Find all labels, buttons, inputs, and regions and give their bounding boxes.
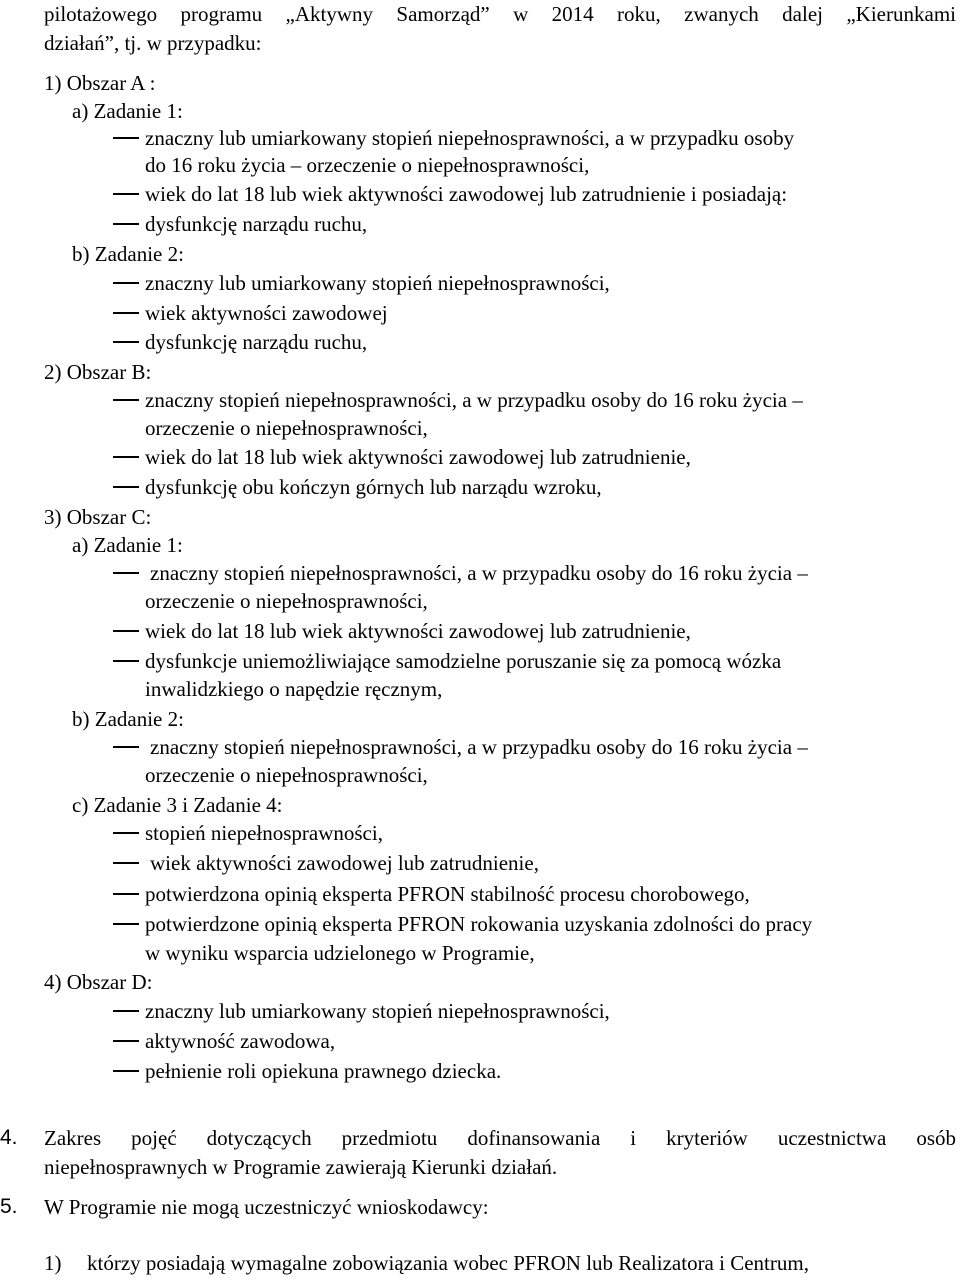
area-c-task-2-label: b) Zadanie 2:	[72, 707, 184, 731]
dash-bullet	[113, 1040, 139, 1042]
area-a-task-1-item-1-cont: do 16 roku życia – orzeczenie o niepełnosprawności,	[145, 153, 590, 177]
dash-bullet	[113, 746, 139, 748]
area-d-item-1: znaczny lub umiarkowany stopień niepełnosprawności,	[145, 999, 610, 1023]
dash-bullet	[113, 193, 139, 195]
area-c-task-1-item-3: dysfunkcje uniemożliwiające samodzielne poruszanie się za pomocą wózka	[145, 649, 782, 673]
dash-bullet	[113, 399, 139, 401]
area-c-task-34-label: c) Zadanie 3 i Zadanie 4:	[72, 793, 283, 817]
section-5-number: 5.	[0, 1195, 18, 1218]
dash-bullet	[113, 312, 139, 314]
area-b-item-1: znaczny stopień niepełnosprawności, a w przypadku osoby do 16 roku życia –	[145, 388, 803, 412]
area-b-item-2: wiek do lat 18 lub wiek aktywności zawodowej lub zatrudnienie,	[145, 445, 691, 469]
area-c-task-2-item-1-cont: orzeczenie o niepełnosprawności,	[145, 763, 428, 787]
area-c-task-1-label: a) Zadanie 1:	[72, 533, 183, 557]
dash-bullet	[113, 341, 139, 343]
dash-bullet	[113, 862, 139, 864]
dash-bullet	[113, 282, 139, 284]
area-c-task-1-item-1: znaczny stopień niepełnosprawności, a w przypadku osoby do 16 roku życia –	[150, 561, 808, 585]
area-c-task-2-item-1: znaczny stopień niepełnosprawności, a w przypadku osoby do 16 roku życia –	[150, 735, 808, 759]
dash-bullet	[113, 572, 139, 574]
section-4-number: 4.	[0, 1126, 18, 1149]
area-c-task-1-item-2: wiek do lat 18 lub wiek aktywności zawodowej lub zatrudnienie,	[145, 619, 691, 643]
area-c-task-34-item-4: potwierdzone opinią eksperta PFRON rokowania uzyskania zdolności do pracy	[145, 912, 813, 936]
section-5-line-1: W Programie nie mogą uczestniczyć wnioskodawcy:	[44, 1195, 489, 1219]
area-c-task-34-item-4-cont: w wyniku wsparcia udzielonego w Programie,	[145, 941, 535, 965]
section-5-item-1-number: 1)	[44, 1251, 62, 1275]
area-c-task-1-item-3-cont: inwalidzkiego o napędzie ręcznym,	[145, 677, 443, 701]
dash-bullet	[113, 660, 139, 662]
dash-bullet	[113, 223, 139, 225]
area-b-item-3: dysfunkcję obu kończyn górnych lub narządu wzroku,	[145, 475, 602, 499]
area-a-task-1-item-3: dysfunkcję narządu ruchu,	[145, 212, 368, 236]
area-b-item-1-cont: orzeczenie o niepełnosprawności,	[145, 416, 428, 440]
dash-bullet	[113, 630, 139, 632]
section-5-item-1-text: którzy posiadają wymagalne zobowiązania wobec PFRON lub Realizatora i Centrum,	[87, 1251, 809, 1275]
dash-bullet	[113, 456, 139, 458]
area-b-heading: 2) Obszar B:	[44, 360, 152, 384]
section-4-line-1: Zakres pojęć dotyczących przedmiotu dofinansowania i kryteriów uczestnictwa osób	[44, 1126, 956, 1150]
area-a-task-2-item-3: dysfunkcję narządu ruchu,	[145, 330, 368, 354]
dash-bullet	[113, 893, 139, 895]
dash-bullet	[113, 137, 139, 139]
area-a-task-1-item-2: wiek do lat 18 lub wiek aktywności zawodowej lub zatrudnienie i posiadają:	[145, 182, 788, 206]
dash-bullet	[113, 1070, 139, 1072]
section-4-line-2: niepełnosprawnych w Programie zawierają Kierunki działań.	[44, 1155, 558, 1179]
dash-bullet	[113, 1010, 139, 1012]
area-c-task-34-item-3: potwierdzona opinią eksperta PFRON stabilność procesu chorobowego,	[145, 882, 750, 906]
area-a-task-1-item-1: znaczny lub umiarkowany stopień niepełnosprawności, a w przypadku osoby	[145, 126, 795, 150]
area-c-task-34-item-2: wiek aktywności zawodowej lub zatrudnienie,	[150, 851, 539, 875]
area-a-task-2-label: b) Zadanie 2:	[72, 242, 184, 266]
area-d-heading: 4) Obszar D:	[44, 970, 153, 994]
area-d-item-2: aktywność zawodowa,	[145, 1029, 336, 1053]
area-a-heading: 1) Obszar A :	[44, 71, 156, 95]
area-a-task-2-item-1: znaczny lub umiarkowany stopień niepełnosprawności,	[145, 271, 610, 295]
area-c-task-34-item-1: stopień niepełnosprawności,	[145, 821, 383, 845]
intro-line-2: działań”, tj. w przypadku:	[44, 31, 262, 55]
area-c-task-1-item-1-cont: orzeczenie o niepełnosprawności,	[145, 589, 428, 613]
dash-bullet	[113, 923, 139, 925]
area-a-task-2-item-2: wiek aktywności zawodowej	[145, 301, 388, 325]
dash-bullet	[113, 832, 139, 834]
area-c-heading: 3) Obszar C:	[44, 505, 152, 529]
dash-bullet	[113, 486, 139, 488]
area-d-item-3: pełnienie roli opiekuna prawnego dziecka.	[145, 1059, 502, 1083]
intro-line-1: pilotażowego programu „Aktywny Samorząd” w 2014 roku, zwanych dalej „Kierunkami	[44, 2, 956, 26]
area-a-task-1-label: a) Zadanie 1:	[72, 99, 183, 123]
